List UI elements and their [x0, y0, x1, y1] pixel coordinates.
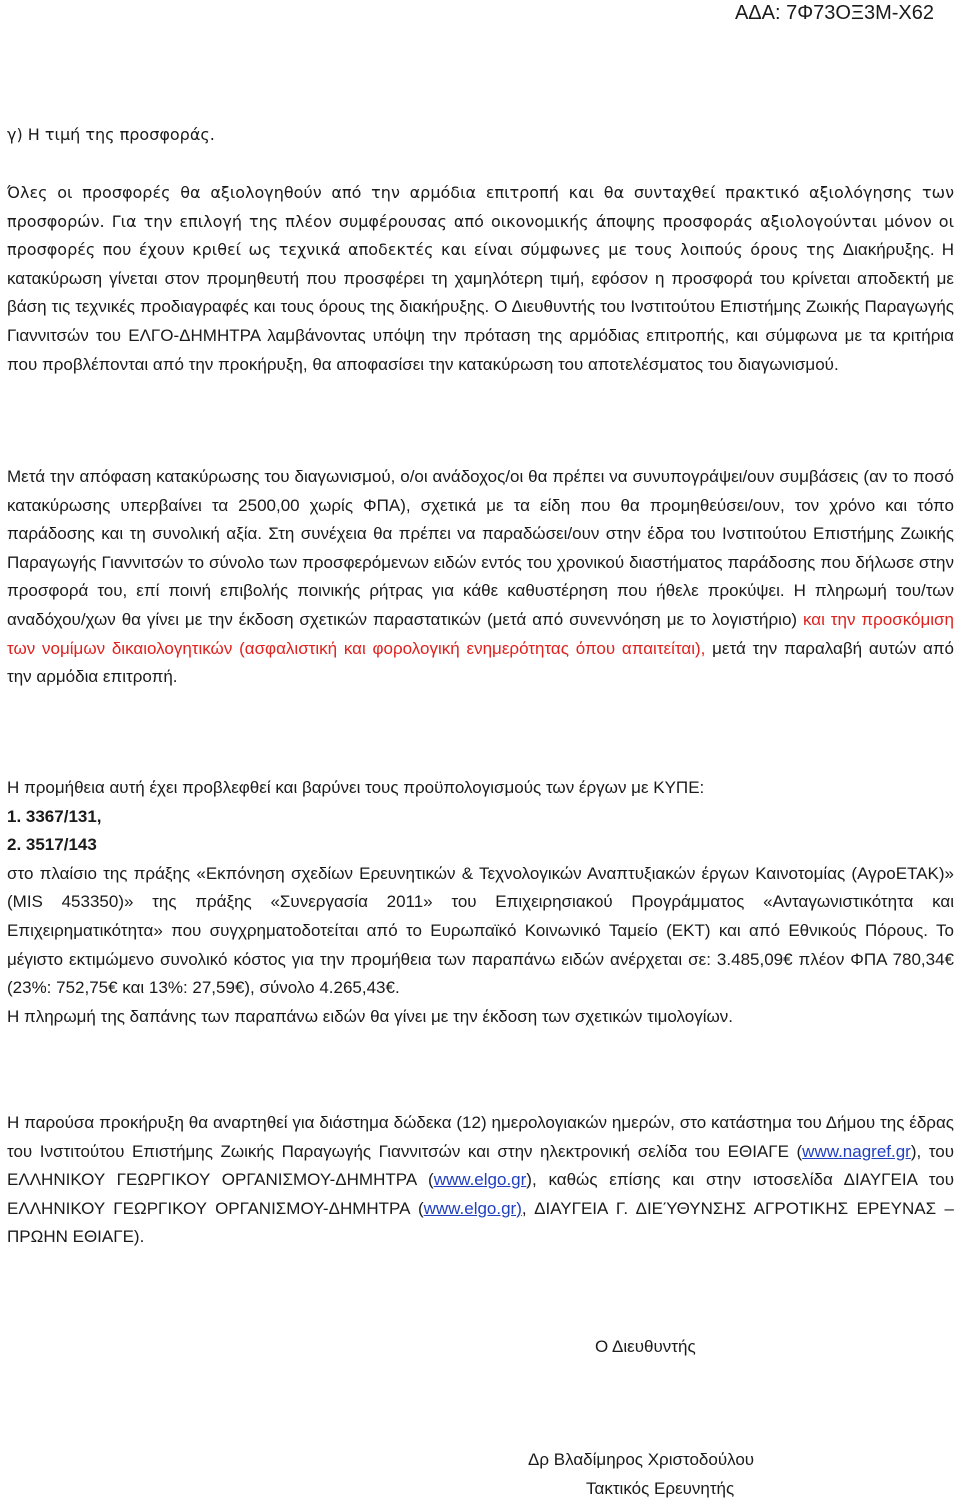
- item-c: [7, 121, 954, 150]
- signature-role: Ο Διευθυντής: [595, 1337, 696, 1356]
- publication-paragraph: [7, 1109, 954, 1252]
- elgo-link[interactable]: www.elgo.gr: [433, 1170, 527, 1190]
- publication-text-c: ), καθώς επίσης και στην ιστοσελίδα ΔΙΑΥΓΕΙΑ του ΕΛΛΗΝΙΚΟΥ ΓΕΩΡΓΙΚΟΥ ΟΡΓΑΝΙΣΜΟΥ-ΔΗΜΗΤΡΑ (: [7, 1170, 954, 1218]
- payment-text: Η πληρωμή της δαπάνης των παραπάνω ειδών θα γίνει με την έκδοση των σχετικών τιμολογίων.: [7, 1006, 734, 1026]
- award-paragraph: [7, 463, 954, 692]
- signature-name: Δρ Βλαδίμηρος Χριστοδούλου: [528, 1450, 755, 1469]
- nagref-link[interactable]: www.nagref.gr: [802, 1141, 911, 1161]
- evaluation-text-b: Διακήρυξης. Η κατακύρωση γίνεται στον προμηθευτή που προσφέρει τη χαμηλότερη τιμή, εφόσον η προσφορά του κρίνεται αποδεκτή με βάση τις τεχνικές προδιαγραφές και τους όρους της διακήρυξης. Ο Διευθυντής του Ινστιτούτου Επιστήμης Ζωικής Παραγωγής Γιαννιτσών του ΕΛΓΟ-ΔΗΜΗΤΡΑ λαμβάνοντας υπόψη την πρόταση της αρμόδιας επιτροπής, και σύμφωνα με τα κριτήρια που προβλέπονται από την προκήρυξη, θα αποφασίσει την κατακύρωση του αποτελέσματος του διαγωνισμού.: [7, 240, 955, 374]
- elgo-diavgeia-link[interactable]: www.elgo.gr): [423, 1198, 522, 1218]
- ada-code: ΑΔΑ: 7Φ73ΟΞ3Μ-Χ62: [734, 2, 934, 24]
- award-text-a: Μετά την απόφαση κατακύρωσης του διαγωνισμού, ο/οι ανάδοχος/οι θα πρέπει να συνυπογράψει/ουν συμβάσεις (αν το ποσό κατακύρωσης υπερβαίνει τα 2500,00 χωρίς ΦΠΑ), σχετικά με τα είδη που θα προμηθεύσει/ουν, τον χρόνο και τόπο παράδοσης και τη συνολική αξία. Στη συνέχεια θα πρέπει να παραδώσει/ουν στην έδρα του Ινστιτούτου Επιστήμης Ζωικής Παραγωγής Γιαννιτσών το σύνολο των προσφερόμενων ειδών εντός του χρονικού διαστήματος παράδοσης που δήλωσε στην προσφορά του, επί ποινή επιβολής ποινικής ρήτρας για κάθε καθυστέρηση που ήθελε προκύψει. Η πληρωμή του/των αναδόχου/χων θα γίνει με την έκδοση σχετικών παραστατικών (μετά από συνεννόηση με το λογιστήριο): [7, 467, 954, 629]
- budget-body: στο πλαίσιο της πράξης «Εκπόνηση σχεδίων Ερευνητικών & Τεχνολογικών Αναπτυξιακών έργων Καινοτομίας (ΑγροΕΤΑΚ)» (MIS 453350)» της πράξης «Συνεργασία 2011» του Επιχειρησιακού Προγράμματος «Ανταγωνιστικότητα και Επιχειρηματικότητα» που συγχρηματοδοτείται από το Ευρωπαϊκό Κοινωνικό Ταμείο (ΕΚΤ) και από Εθνικούς Πόρους. Το μέγιστο εκτιμώμενο συνολικό κόστος για την προμήθεια των παραπάνω ειδών ανέρχεται σε: 3.485,09€ πλέον ΦΠΑ 780,34€ (23%: 752,75€ και 13%: 27,59€), σύνολο 4.265,43€.: [7, 863, 954, 998]
- item-c-text: γ) Η τιμή της προσφοράς.: [7, 125, 215, 144]
- evaluation-paragraph: [7, 179, 954, 379]
- publication-text-a: Η παρούσα προκήρυξη θα αναρτηθεί για διάστημα δώδεκα (12) ημερολογιακών ημερών, στο κατάστημα του Δήμου της έδρας του Ινστιτούτου Επιστήμης Ζωικής Παραγωγής Γιαννιτσών και στην ηλεκτρονική σελίδα του ΕΘΙΑΓΕ (: [7, 1113, 954, 1161]
- signature-title: Τακτικός Ερευνητής: [586, 1479, 735, 1498]
- publication-text-b: ), του ΕΛΛΗΝΙΚΟΥ ΓΕΩΡΓΙΚΟΥ ΟΡΓΑΝΙΣΜΟΥ-ΔΗΜΗΤΡΑ (: [7, 1141, 954, 1190]
- kype-1: 1. 3367/131,: [7, 806, 102, 826]
- evaluation-text-a: Όλες οι προσφορές θα αξιολογηθούν από την αρμόδια επιτροπή και θα συνταχθεί πρακτικό αξιολόγησης των προσφορών. Για την επιλογή της πλέον συμφέρουσας από οικονομικής άποψης προσφοράς αξιολογούνται μόνον οι προσφορές που έχουν κριθεί ως τεχνικά αποδεκτές και είναι σύμφωνες με τους λοιπούς όρους της: [7, 183, 954, 260]
- budget-section: [7, 774, 954, 1031]
- award-text-red: και την προσκόμιση των νομίμων δικαιολογητικών (ασφαλιστική και φορολογική ενημερότητας όπου απαιτείται),: [7, 609, 954, 658]
- budget-intro: Η προμήθεια αυτή έχει προβλεφθεί και βαρύνει τους προϋπολογισμούς των έργων με ΚΥΠΕ:: [7, 778, 705, 797]
- kype-2: 2. 3517/143: [7, 835, 97, 855]
- publication-text-d: , ΔΙΑΥΓΕΙΑ Γ. ΔΙΕΎΘΥΝΣΗΣ ΑΓΡΟΤΙΚΗΣ ΕΡΕΥΝΑΣ – ΠΡΩΗΝ ΕΘΙΑΓΕ).: [7, 1198, 954, 1247]
- award-text-c: μετά την παραλαβή αυτών από την αρμόδια επιτροπή.: [7, 638, 955, 687]
